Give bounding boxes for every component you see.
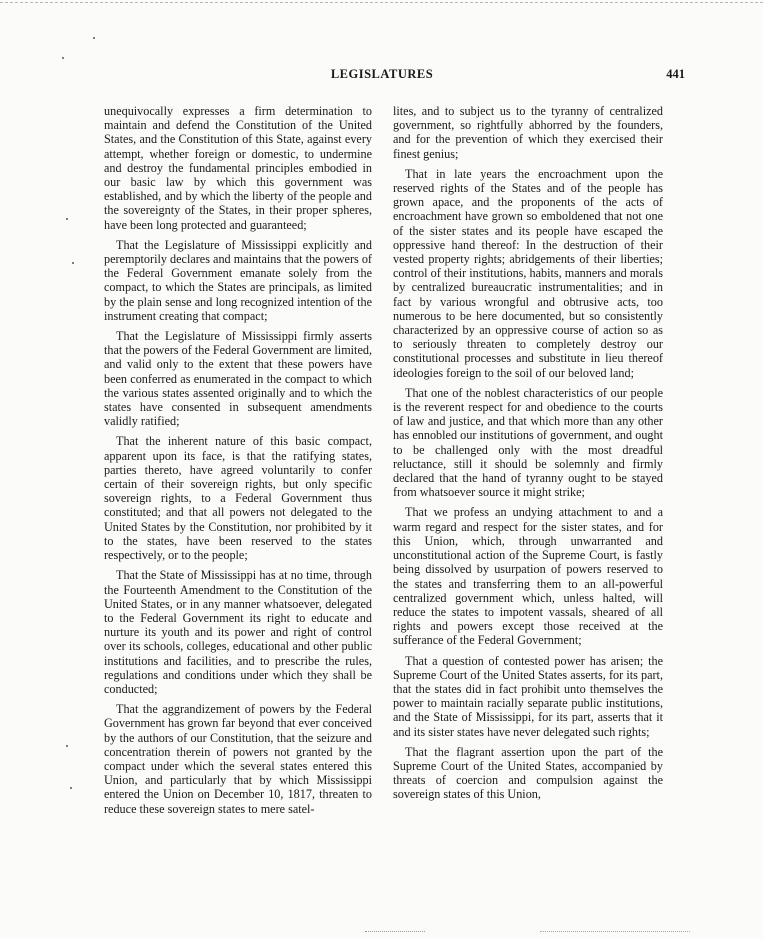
page-bottom-mark — [365, 931, 425, 932]
page-number: 441 — [666, 67, 685, 81]
left-column — [104, 104, 372, 822]
paragraph: That a question of contested power has arisen; the Supreme Court of the United States asserts, for its part, that the states did in fact prohibit unto themselves the power to maintain racially separate public institutions, and the State of Mississippi, for its part, asserts that it and its sister states have never delegated such rights; — [393, 653, 663, 739]
page-top-edge — [0, 2, 763, 3]
page-bottom-mark — [540, 931, 690, 932]
scan-speck — [70, 787, 72, 789]
paragraph: That the aggrandizement of powers by the Federal Government has grown far beyond that ever conceived by the authors of our Constitution, that the seizure and concentration therein of powers not granted by the compact under which the several states entered this Union, and particularly that by which Mississippi entered the Union on December 10, 1817, threaten to reduce these sovereign states to mere satel- — [104, 702, 372, 816]
scan-speck — [62, 57, 64, 59]
paragraph: That the State of Mississippi has at no time, through the Fourteenth Amendment to the Constitution of the United States, or in any manner whatsoever, delegated to the Federal Government its right to educate and nurture its youth and its power and right of control over its schools, colleges, educational and other public institutions and facilities, and to prescribe the rules, regulations and conditions under which they shall be conducted; — [104, 568, 372, 696]
scan-speck — [72, 262, 74, 264]
right-column — [393, 104, 663, 808]
paragraph: unequivocally expresses a firm determination to maintain and defend the Constitution of the United States, and the Constitution of this State, against every attempt, whether foreign or domestic, to undermine and destroy the fundamental principles embodied in our basic law by which this government was established, and by which the liberty of the people and the sovereignty of the States, in their proper spheres, have been long protected and guaranteed; — [104, 104, 372, 232]
paragraph: That the inherent nature of this basic compact, apparent upon its face, is that the ratifying states, parties thereto, have agreed voluntarily to confer certain of their sovereign rights, but only specific sovereign rights, to a Federal Government thus constituted; and that all powers not delegated to the United States by the Constitution, nor prohibited by it to the states, have been reserved to the states respectively, or to the people; — [104, 434, 372, 563]
paragraph: lites, and to subject us to the tyranny of centralized government, so rightfully abhorred by the founders, and for the prevention of which they exercised their finest genius; — [393, 104, 663, 161]
scan-speck — [93, 37, 95, 39]
paragraph: That the Legislature of Mississippi firmly asserts that the powers of the Federal Government are limited, and valid only to the extent that these powers have been conferred as enumerated in the compact to which the various states assented originally and to which the states have consented in subsequent amendments validly ratified; — [104, 329, 372, 429]
paragraph: That one of the noblest characteristics of our people is the reverent respect for and obedience to the courts of law and justice, and that which more than any other has ennobled our institutions of government, and ought to be challenged only with the most dreadful reluctance, still it should be solemnly and firmly declared that the hand of tyranny ought to be stayed from whatsoever source it might strike; — [393, 385, 663, 500]
paragraph: That we profess an undying attachment to and a warm regard and respect for the sister states, and for this Union, which, through unwarranted and unconstitutional action of the Supreme Court, is fastly being dissolved by usurpation of powers reserved to the states and transferring them to an all-powerful centralized government which, unless halted, will reduce the states to impotent vassals, sheared of all rights and powers except those received at the sufferance of the Federal Government; — [393, 505, 663, 648]
scan-speck — [66, 745, 68, 747]
paragraph: That the flagrant assertion upon the part of the Supreme Court of the United States, accompanied by threats of coercion and compulsion against the sovereign states of this Union, — [393, 744, 663, 802]
scan-speck — [66, 218, 68, 220]
paragraph: That in late years the encroachment upon the reserved rights of the States and of the people has grown apace, and the proponents of the acts of encroachment have grown so emboldened that not one of the sister states and its people have escaped the oppressive hand thereof: In the destruction of their vested property rights; abridgements of their liberties; control of their institutions, habits, manners and morals by centralized bureaucratic instrumentalities; and in fact by various wrongful and obtrusive acts, too numerous to be here documented, but so consistently characterized by an oppressive course of action so as to seriously threaten to completely destroy our constitutional processes and substitute in lieu thereof ideologies foreign to the soil of our beloved land; — [393, 166, 663, 380]
paragraph: That the Legislature of Mississippi explicitly and peremptorily declares and maintains that the powers of the Federal Government emanate solely from the compact, to which the States are principals, as limited by the plain sense and long recognized intention of the instrument creating that compact; — [104, 237, 372, 323]
running-head-title: LEGISLATURES — [330, 67, 434, 81]
